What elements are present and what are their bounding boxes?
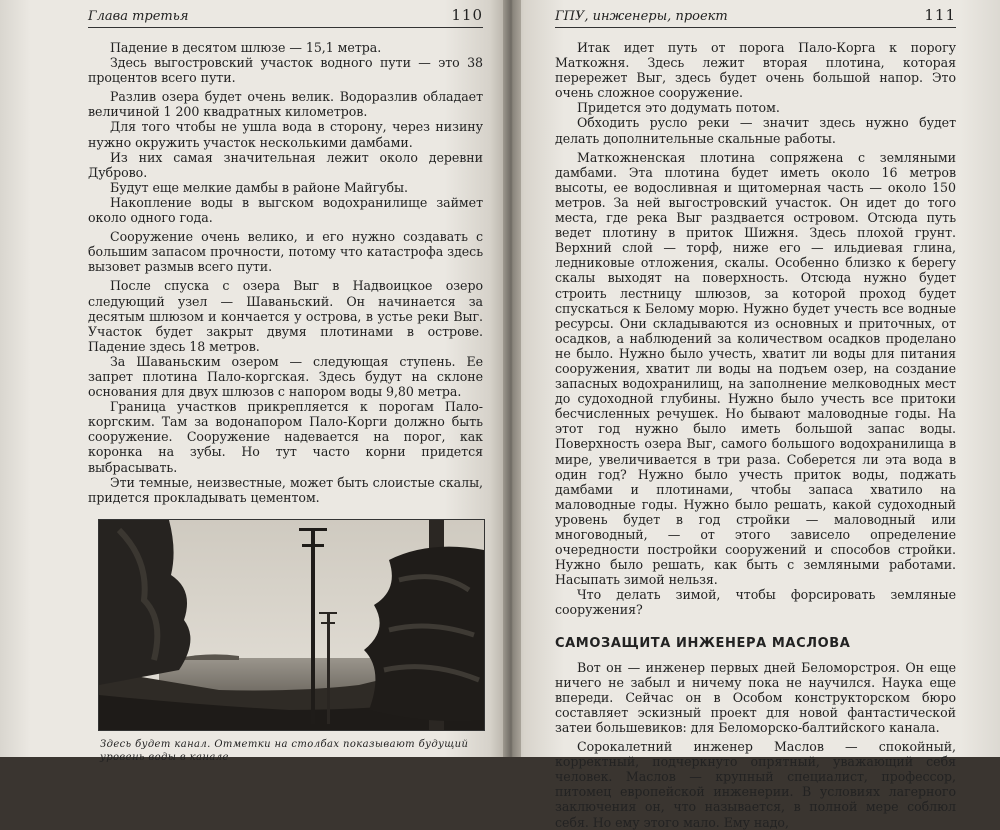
right-paragraph: Итак идет путь от порога Пало-Корга к порогу Маткожня. Здесь лежит вторая плотина, которая перережет Выг, здесь будет очень большой напор. Это очень сложное сооружение. xyxy=(555,40,956,101)
left-paragraph: Будут еще мелкие дамбы в районе Майгубы. xyxy=(110,179,408,195)
right-page-number: 111 xyxy=(924,6,956,24)
photo-caption: Здесь будет канал. Отметки на столбах показывают будущий уровень воды в канале xyxy=(100,738,469,763)
right-running-head xyxy=(555,6,956,28)
right-paragraph: Вот он — инженер первых дней Беломорстроя. Он еще ничего не забыл и ничему пока не научился. Наука еще впереди. Сейчас он в Особом конструкторском бюро составляет эскизный проект для новой фантастической затеи большевиков: для Беломорско-балтийского канала. xyxy=(555,659,956,735)
right-chapter-title: ГПУ, инженеры, проект xyxy=(555,9,728,24)
right-paragraph: Обходить русло реки — значит здесь нужно будет делать дополнительные скальные работы. xyxy=(555,115,956,146)
left-paragraph: Здесь выгостровский участок водного пути — это 38 процентов всего пути. xyxy=(88,55,483,86)
left-chapter-title: Глава третья xyxy=(88,9,189,24)
right-paragraph: Придется это додумать потом. xyxy=(577,100,780,116)
left-page xyxy=(0,0,505,763)
left-paragraph: Накопление воды в выгском водохранилище займет около одного года. xyxy=(88,194,483,226)
right-paragraph: Сорокалетний инженер Маслов — спокойный, корректный, подчеркнуто опрятный, уважающий себя человек. Маслов — крупный специалист, профессор, питомец европейской инженерии. В условиях лагерного заключения он, что называется, в полной мере соблюл себя. Но ему этого мало. Ему надо, xyxy=(555,739,956,830)
left-paragraph: Падение в десятом шлюзе — 15,1 метра. xyxy=(110,40,382,55)
left-running-head xyxy=(88,6,483,28)
section-heading: САМОЗАЩИТА ИНЖЕНЕРА МАСЛОВА xyxy=(555,635,851,651)
left-paragraph: Для того чтобы не ушла вода в сторону, через низину нужно окружить участок несколькими дамбами. xyxy=(88,119,483,150)
left-paragraph: Граница участков прикрепляется к порогам Пало-коргским. Там за водонапором Пало-Корги должно быть сооружение. Сооружение надевается на порог, как коронка на зубы. Но тут часто корни придется выбрасывать. xyxy=(88,399,483,475)
photo-illustration xyxy=(99,520,484,730)
right-paragraph: Что делать зимой, чтобы форсировать земляные сооружения? xyxy=(555,587,956,618)
left-paragraph: Из них самая значительная лежит около деревни Дуброво. xyxy=(88,149,483,180)
right-page xyxy=(505,0,1000,830)
left-paragraph: После спуска с озера Выг в Надвоицкое озеро следующий узел — Шаваньский. Он начинается за десятым шлюзом и кончается у острова, в устье реки Выг. Участок будет закрыт двумя плотинами в острове. Падение здесь 18 метров. xyxy=(88,278,483,354)
left-paragraph: Сооружение очень велико, и его нужно создавать с большим запасом прочности, потому что катастрофа здесь вызовет размыв всего пути. xyxy=(88,229,483,275)
left-page-number: 110 xyxy=(451,6,483,24)
left-paragraph: Эти темные, неизвестные, может быть слоистые скалы, придется прокладывать цементом. xyxy=(88,474,483,505)
right-paragraph: Маткожненская плотина сопряжена с земляными дамбами. Эта плотина будет иметь около 16 метров высоты, ее водосливная и щитомерная часть — около 150 метров. За ней выгостровский участок. Он идет до того места, где река Выг раздвается островом. Отсюда путь ведет плотину в приток Шижня. Здесь плохой грунт. Верхний слой — торф, ниже его — ильдиевая глина, ледниковые отложения, скалы. Особенно близко к берегу скалы выходят на поверхность. Отсюда нужно будет строить лестницу шлюзов, за которой проход будет спускаться к Белому морю. Нужно будет учесть все водные ресурсы. Они складываются из основных и приточных, от осадков, а наблюдений за количеством осадков проделано не было. Нужно было учесть, хватит ли воды для питания сооружения, хватит ли воды на подъем озер, на создание запасных водохранилищ, на заполнение мелководных мест до судоходной глубины. Нужно было учесть все притоки бесчисленных речушек. Но бывают маловодные годы. На этот год нужно было иметь большой запас воды. Поверхность озера Выг, самого большого водохранилища в мире, увеличивается в три раза. Соберется ли эта вода в один год? Нужно было учесть приток воды, поджать дамбами и плотинами, чтобы запаса хватило на маловодные годы. Нужно было решать, какой судоходный уровень будет в год стройки — маловодный или многоводный, — от этого зависело определение очередности постройки сооружений и способов стройки. Нужно было решать, как быть с земляными работами. Насыпать зимой нельзя. xyxy=(555,149,956,588)
book-gutter xyxy=(503,0,521,757)
landscape-photo xyxy=(98,519,485,731)
left-paragraph: Разлив озера будет очень велик. Водоразлив обладает величиной 1 200 квадратных километров. xyxy=(88,89,483,120)
left-paragraph: За Шаваньским озером — следующая ступень. Ее запрет плотина Пало-коргская. Здесь будут на склоне основания для двух шлюзов с напором воды 9,80 метра. xyxy=(88,353,483,400)
